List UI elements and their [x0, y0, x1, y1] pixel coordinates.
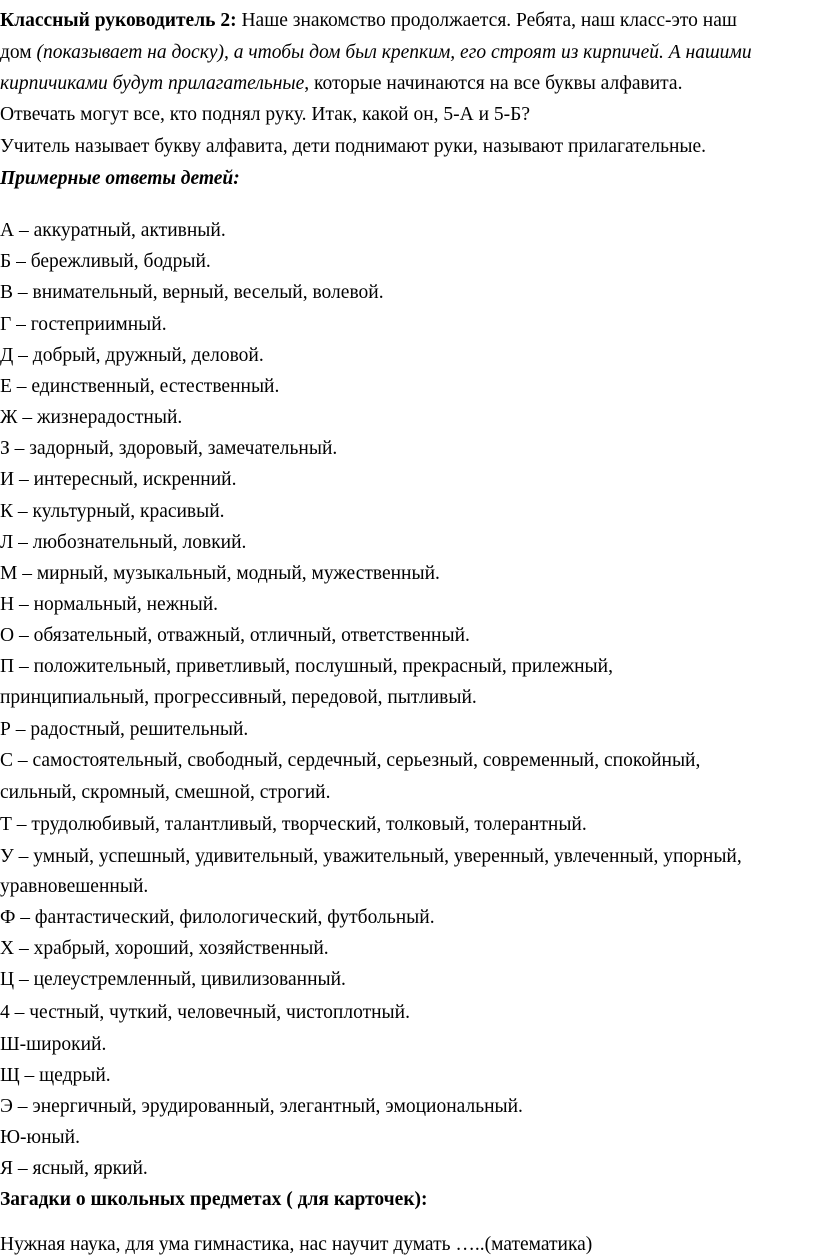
- intro-line-2: [0, 41, 752, 65]
- alphabet-line: В – внимательный, верный, веселый, волевой.: [0, 282, 384, 303]
- riddle-line: Нужная наука, для ума гимнастика, нас научит думать …..(математика): [0, 1234, 593, 1255]
- alphabet-line: Х – храбрый, хороший, хозяйственный.: [0, 938, 329, 959]
- alphabet-line: принципиальный, прогрессивный, передовой, пытливый.: [0, 687, 477, 708]
- alphabet-line: Щ – щедрый.: [0, 1065, 111, 1086]
- alphabet-line: Ф – фантастический, филологический, футбольный.: [0, 907, 435, 928]
- alphabet-line: Б – бережливый, бодрый.: [0, 251, 211, 272]
- alphabet-line: Ш-широкий.: [0, 1034, 107, 1055]
- intro-line-4: Отвечать могут все, кто поднял руку. Итак, какой он, 5-А и 5-Б?: [0, 104, 531, 125]
- alphabet-line: 4 – честный, чуткий, человечный, чистоплотный.: [0, 1002, 410, 1023]
- intro-line-3: [0, 72, 682, 96]
- alphabet-line: Е – единственный, естественный.: [0, 376, 280, 397]
- alphabet-line: сильный, скромный, смешной, строгий.: [0, 782, 331, 803]
- alphabet-line: К – культурный, красивый.: [0, 501, 225, 522]
- intro-line-3-plain: , которые начинаются на все буквы алфавита.: [304, 73, 683, 94]
- alphabet-line: Т – трудолюбивый, талантливый, творческий, толковый, толерантный.: [0, 814, 587, 835]
- intro-line-2-plain: дом: [0, 42, 37, 63]
- intro-line-2-italic: (показывает на доску), а чтобы дом был крепким, его строят из кирпичей. А нашими: [36, 42, 752, 63]
- alphabet-line: П – положительный, приветливый, послушный, прекрасный, прилежный,: [0, 656, 613, 677]
- alphabet-line: А – аккуратный, активный.: [0, 220, 226, 241]
- alphabet-line: Л – любознательный, ловкий.: [0, 532, 247, 553]
- alphabet-line: Г – гостеприимный.: [0, 314, 167, 335]
- alphabet-line: М – мирный, музыкальный, модный, мужественный.: [0, 563, 440, 584]
- alphabet-line: З – задорный, здоровый, замечательный.: [0, 438, 338, 459]
- riddles-heading: Загадки о школьных предметах ( для карточек):: [0, 1189, 428, 1210]
- intro-line-1: [0, 9, 737, 33]
- alphabet-line: О – обязательный, отважный, отличный, ответственный.: [0, 625, 470, 646]
- alphabet-line: Ц – целеустремленный, цивилизованный.: [0, 969, 346, 990]
- alphabet-line: Ю-юный.: [0, 1127, 80, 1148]
- alphabet-line: Я – ясный, яркий.: [0, 1158, 148, 1179]
- alphabet-line: Э – энергичный, эрудированный, элегантный, эмоциональный.: [0, 1096, 523, 1117]
- alphabet-line: Ж – жизнерадостный.: [0, 407, 183, 428]
- alphabet-line: И – интересный, искренний.: [0, 469, 237, 490]
- alphabet-line: У – умный, успешный, удивительный, уважительный, уверенный, увлеченный, упорный,: [0, 846, 742, 867]
- speaker-label: Классный руководитель 2:: [0, 10, 237, 31]
- answers-heading: Примерные ответы детей:: [0, 168, 240, 189]
- intro-line-1-text: Наше знакомство продолжается. Ребята, наш класс-это наш: [236, 10, 737, 31]
- alphabet-line: С – самостоятельный, свободный, сердечный, серьезный, современный, спокойный,: [0, 750, 701, 771]
- alphabet-line: уравновешенный.: [0, 876, 149, 897]
- alphabet-line: Р – радостный, решительный.: [0, 719, 249, 740]
- intro-line-3-italic: кирпичиками будут прилагательные: [0, 73, 305, 94]
- alphabet-line: Н – нормальный, нежный.: [0, 594, 219, 615]
- alphabet-line: Д – добрый, дружный, деловой.: [0, 345, 264, 366]
- intro-line-5: Учитель называет букву алфавита, дети поднимают руки, называют прилагательные.: [0, 136, 707, 157]
